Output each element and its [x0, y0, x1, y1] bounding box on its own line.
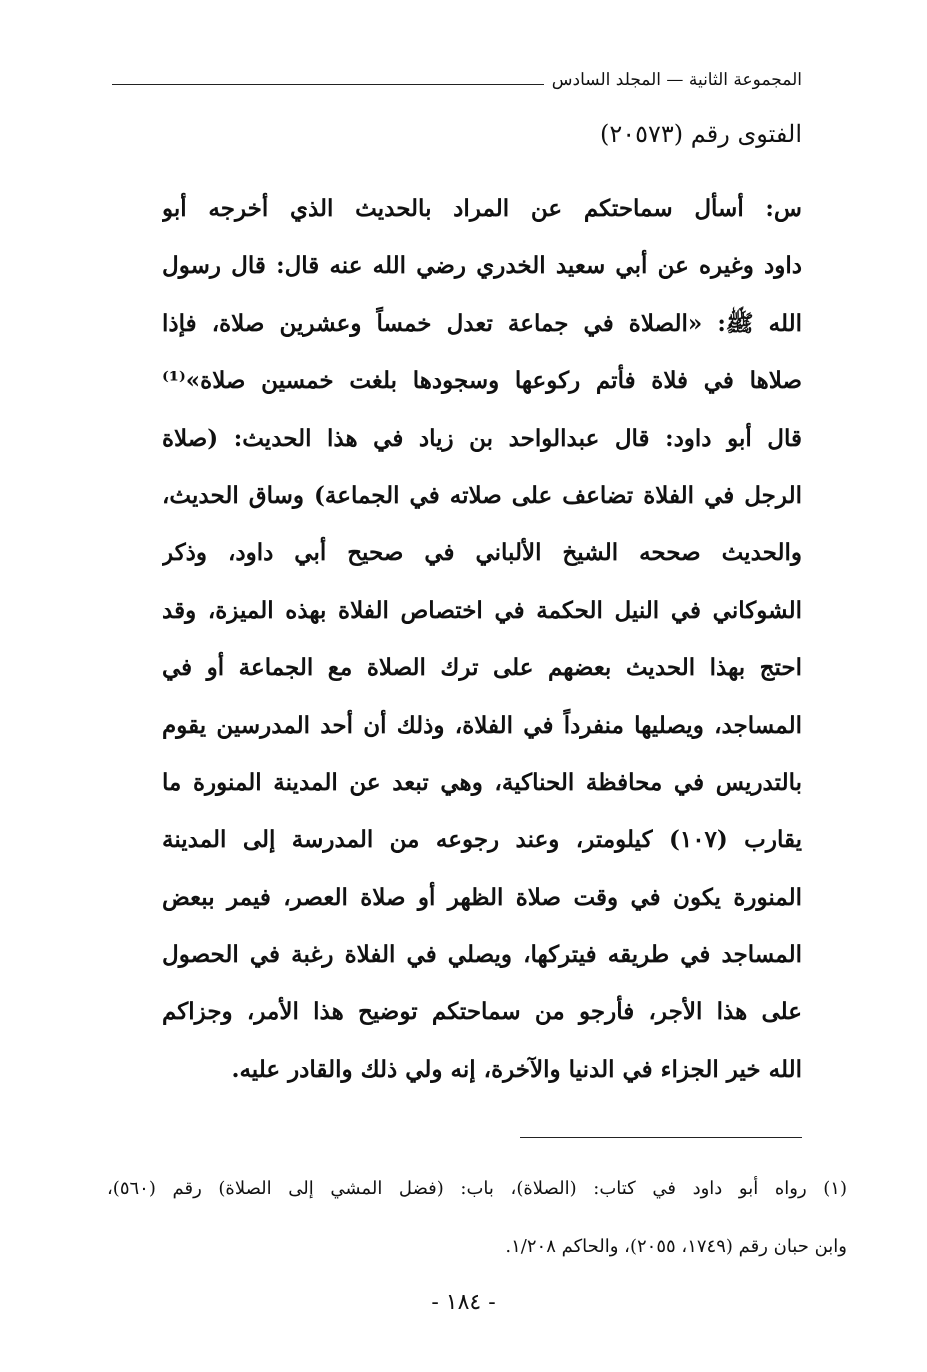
text-line: على هذا الأجر، فأرجو من سماحتكم توضيح هذا الأمر، وجزاكم — [162, 998, 802, 1026]
text-line: الشوكاني في النيل الحكمة في اختصاص الفلاة بهذه الميزة، وقد — [162, 596, 802, 624]
text-line: يقارب (١٠٧) كيلومتر، وعند رجوعه من المدرسة إلى المدينة — [162, 826, 802, 854]
text-line: المساجد في طريقه فيتركها، ويصلي في الفلاة رغبة في الحصول — [162, 941, 802, 969]
page-number: - ١٨٤ - — [431, 1290, 496, 1315]
footnotes — [107, 1172, 847, 1288]
text-line: س: أسأل سماحتكم عن المراد بالحديث الذي أخرجه أبو — [162, 195, 802, 222]
footnote-divider — [520, 1137, 802, 1138]
text-line: الله ﷺ: «الصلاة في جماعة تعدل خمساً وعشرين صلاة، فإذا — [162, 309, 802, 337]
text-line: صلاها في فلاة فأتم ركوعها وسجودها بلغت خمسين صلاة»⁽¹⁾ — [162, 367, 802, 395]
text-line: الله خير الجزاء في الدنيا والآخرة، إنه ولي ذلك والقادر عليه. — [231, 1055, 802, 1083]
text-line: والحديث صححه الشيخ الألباني في صحيح أبي داود، وذكر — [162, 539, 802, 567]
text-line: المنورة يكون في وقت صلاة الظهر أو صلاة العصر، فيمر ببعض — [162, 883, 802, 911]
text-line: احتج بهذا الحديث بعضهم على ترك الصلاة مع الجماعة أو في — [162, 654, 802, 682]
header-rule — [112, 84, 544, 85]
text-line: قال أبو داود: قال عبدالواحد بن زياد في هذا الحديث: (صلاة — [162, 424, 802, 452]
footnote-line: (١) رواه أبو داود في كتاب: (الصلاة)، باب: (فضل المشي إلى الصلاة) رقم (٥٦٠)، — [107, 1178, 847, 1199]
text-line: الرجل في الفلاة تضاعف على صلاته في الجماعة) وساق الحديث، — [162, 481, 802, 509]
footnote-line: وابن حبان رقم (١٧٤٩، ٢٠٥٥)، والحاكم ١/٢٠٨. — [505, 1236, 847, 1257]
question-text — [162, 180, 802, 1098]
text-line: بالتدريس في محافظة الحناكية، وهي تبعد عن المدينة المنورة ما — [162, 768, 802, 796]
text-line: المساجد، ويصليها منفرداً في الفلاة، وذلك أن أحد المدرسين يقوم — [162, 711, 802, 739]
running-header — [112, 62, 802, 98]
text-line: داود وغيره عن أبي سعيد الخدري رضي الله عنه قال: قال رسول — [162, 252, 802, 280]
header-title: المجموعة الثانية — المجلد السادس — [551, 70, 802, 90]
fatwa-heading: الفتوى رقم (٢٠٥٧٣) — [599, 120, 802, 148]
